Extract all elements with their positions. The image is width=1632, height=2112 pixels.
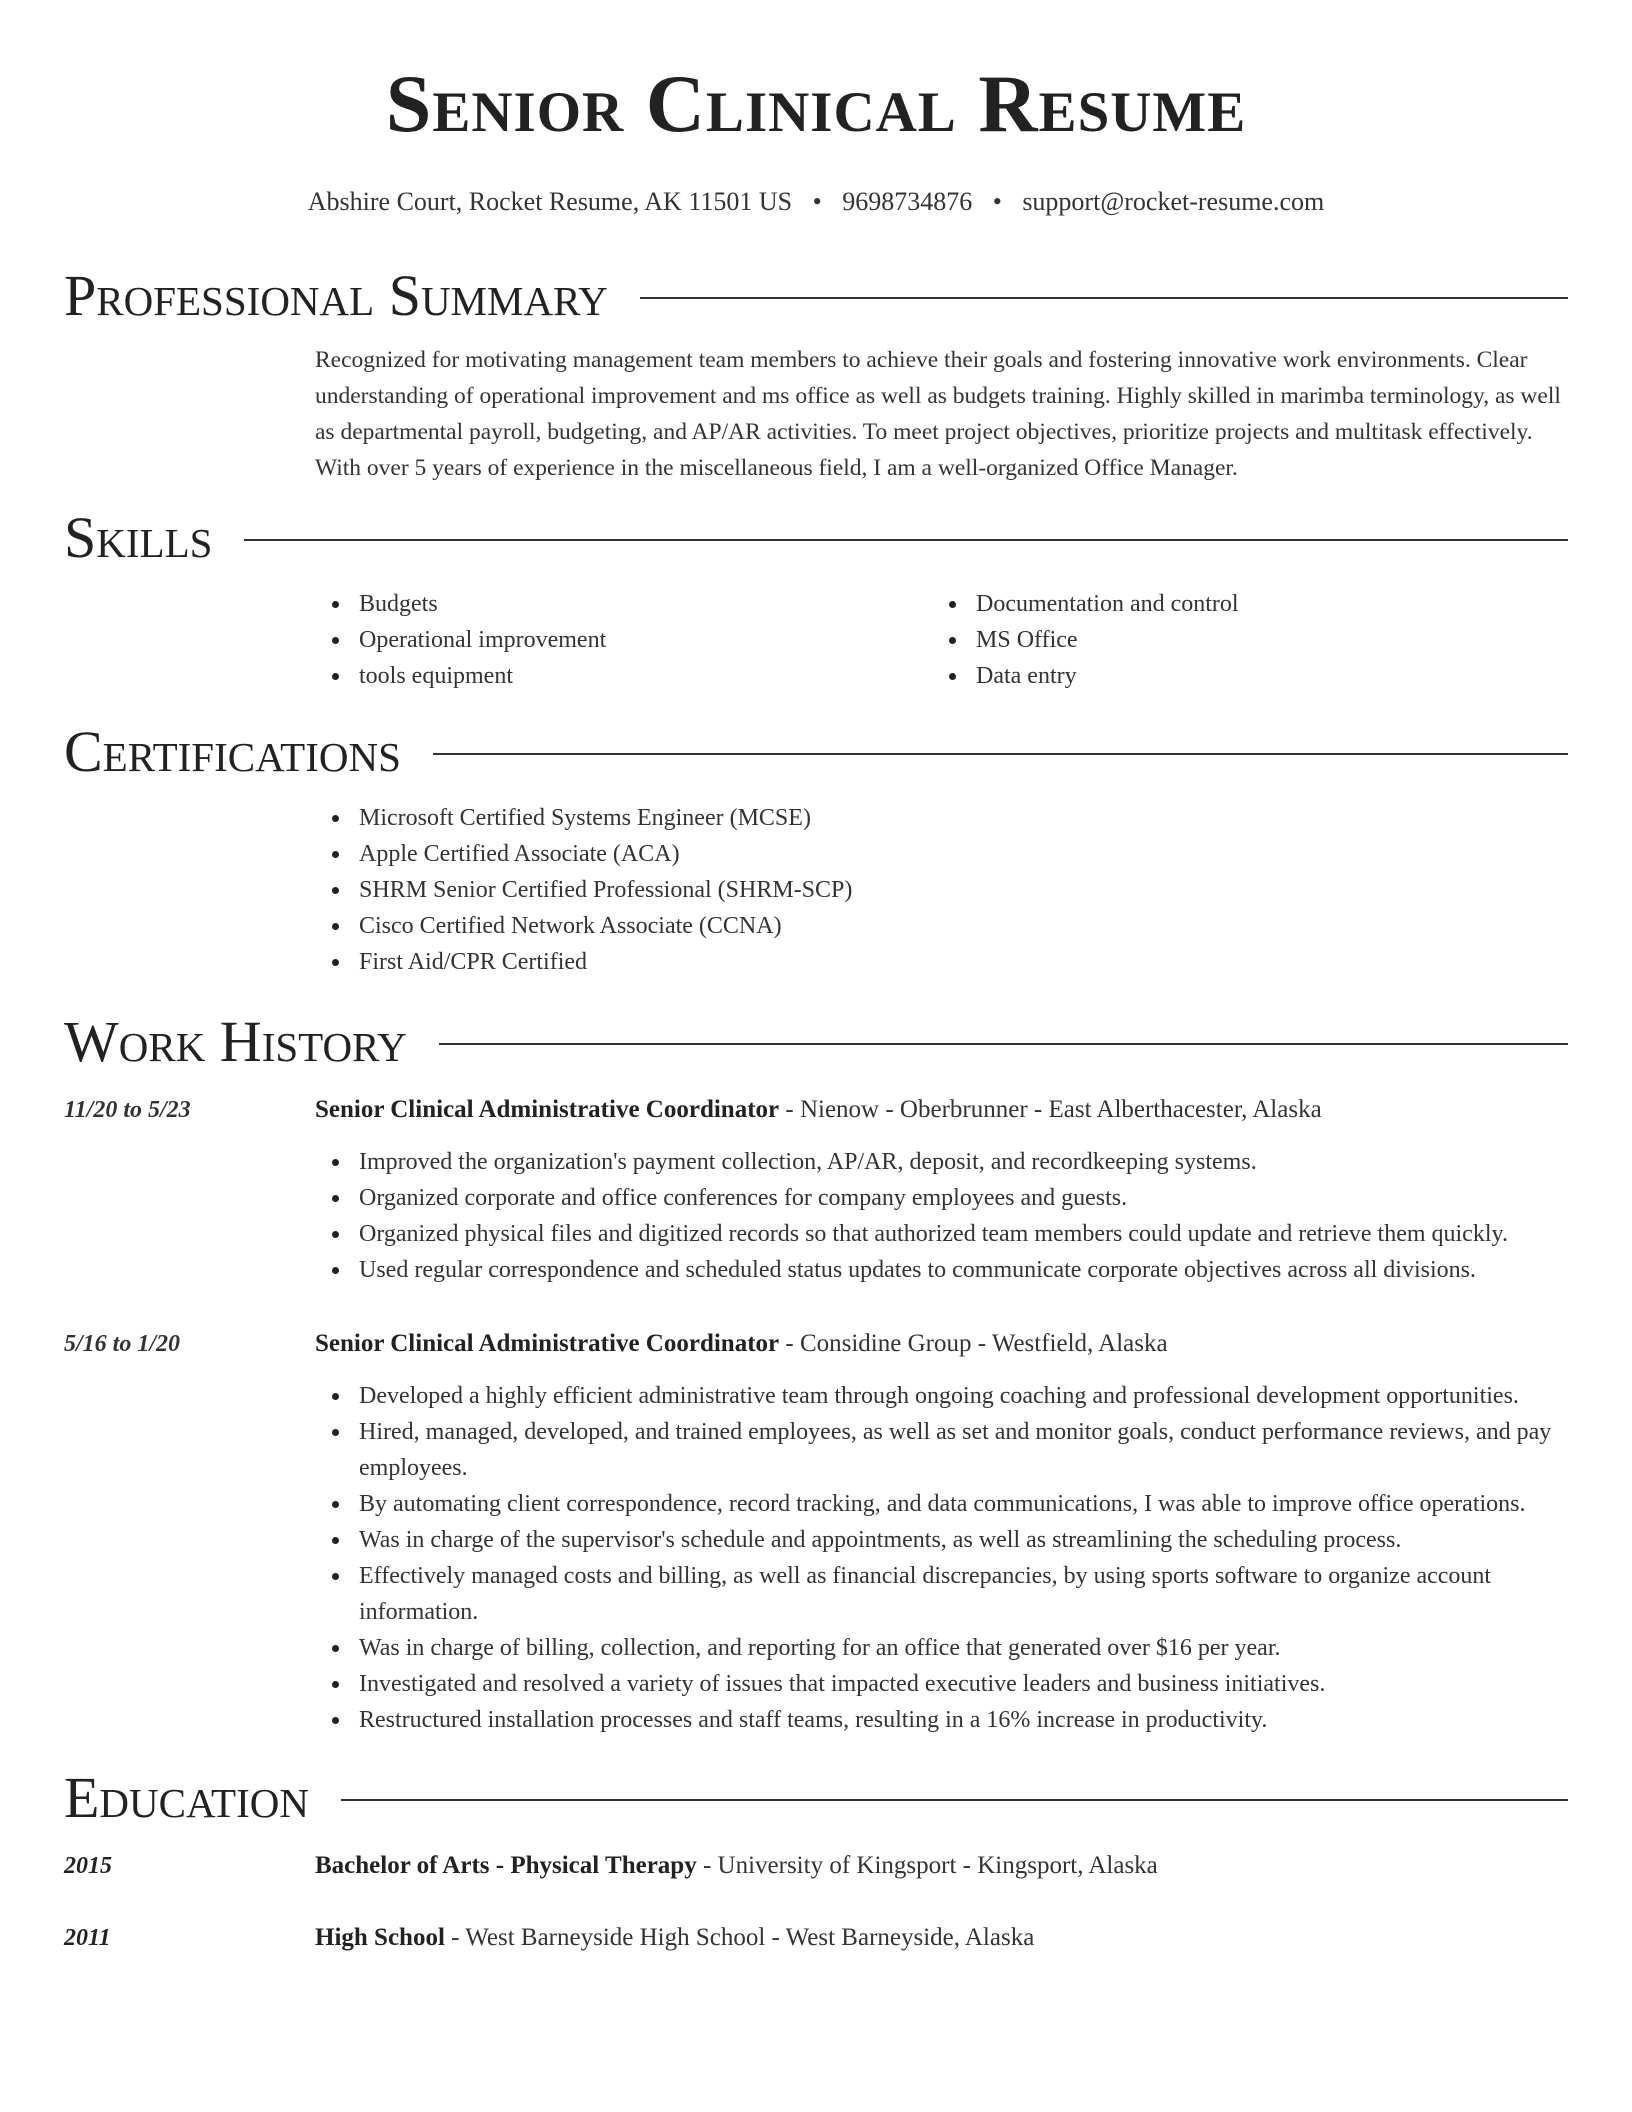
work-section-header bbox=[64, 1010, 1568, 1074]
responsibility-item: Organized corporate and office conferences for company employees and guests. bbox=[315, 1180, 1568, 1216]
section-divider bbox=[439, 1043, 1568, 1045]
summary-section bbox=[315, 342, 1568, 486]
summary-heading: Professional Summary bbox=[64, 263, 608, 328]
skill-item: Documentation and control bbox=[932, 586, 1549, 622]
job-role: Senior Clinical Administrative Coordinator bbox=[315, 1330, 780, 1357]
education-school: - West Barneyside High School - West Barneyside, Alaska bbox=[444, 1924, 1035, 1951]
summary-section-header bbox=[64, 264, 1568, 328]
job-header bbox=[315, 1092, 1568, 1128]
certification-item: Microsoft Certified Systems Engineer (MCSE) bbox=[315, 800, 1568, 836]
certifications-section bbox=[315, 800, 1568, 980]
certification-item: Apple Certified Associate (ACA) bbox=[315, 836, 1568, 872]
responsibility-item: Organized physical files and digitized records so that authorized team members could update and retrieve them quickly. bbox=[315, 1216, 1568, 1252]
certification-item: First Aid/CPR Certified bbox=[315, 944, 1568, 980]
education-degree: Bachelor of Arts - Physical Therapy bbox=[315, 1852, 697, 1879]
skills-list-right bbox=[932, 586, 1549, 694]
job-dates: 11/20 to 5/23 bbox=[64, 1097, 191, 1123]
responsibility-item: Effectively managed costs and billing, as well as financial discrepancies, by using sports software to organize account information. bbox=[315, 1558, 1568, 1630]
skills-list-left bbox=[315, 586, 932, 694]
summary-text: Recognized for motivating management team members to achieve their goals and fostering innovative work environments. Clear understanding of operational improvement and ms office as well as budgets training. Highly skilled in marimba terminology, as well as departmental payroll, budgeting, and AP/AR activities. To meet project objectives, prioritize projects and multitask effectively. With over 5 years of experience in the miscellaneous field, I am a well-organized Office Manager. bbox=[315, 347, 1561, 481]
job-detail bbox=[315, 1092, 1568, 1288]
job-organization: - Considine Group - Westfield, Alaska bbox=[779, 1330, 1168, 1357]
contact-separator: • bbox=[812, 187, 822, 216]
job-responsibilities bbox=[315, 1144, 1568, 1288]
job-entry bbox=[64, 1092, 1568, 1288]
job-header bbox=[315, 1326, 1568, 1362]
contact-phone: 9698734876 bbox=[842, 187, 973, 216]
skill-item: Data entry bbox=[932, 658, 1549, 694]
contact-separator: • bbox=[992, 187, 1002, 216]
responsibility-item: Developed a highly efficient administrative team through ongoing coaching and professional development opportunities. bbox=[315, 1378, 1568, 1414]
responsibility-item: Used regular correspondence and scheduled status updates to communicate corporate objectives across all divisions. bbox=[315, 1252, 1568, 1288]
responsibility-item: Restructured installation processes and staff teams, resulting in a 16% increase in productivity. bbox=[315, 1702, 1568, 1738]
education-entry bbox=[64, 1920, 1568, 1956]
education-heading: Education bbox=[64, 1765, 309, 1830]
skills-heading: Skills bbox=[64, 505, 213, 570]
education-degree: High School bbox=[315, 1924, 445, 1951]
section-divider bbox=[433, 753, 1568, 755]
education-year: 2011 bbox=[64, 1925, 111, 1951]
responsibility-item: Was in charge of billing, collection, and reporting for an office that generated over $16 per year. bbox=[315, 1630, 1568, 1666]
job-role: Senior Clinical Administrative Coordinator bbox=[315, 1096, 780, 1123]
responsibility-item: Was in charge of the supervisor's schedule and appointments, as well as streamlining the scheduling process. bbox=[315, 1522, 1568, 1558]
contact-email: support@rocket-resume.com bbox=[1022, 187, 1325, 216]
responsibility-item: Improved the organization's payment collection, AP/AR, deposit, and recordkeeping systems. bbox=[315, 1144, 1568, 1180]
education-year: 2015 bbox=[64, 1853, 112, 1879]
skill-item: MS Office bbox=[932, 622, 1549, 658]
responsibility-item: Hired, managed, developed, and trained employees, as well as set and monitor goals, conduct performance reviews, and pay employees. bbox=[315, 1414, 1568, 1486]
education-detail bbox=[315, 1848, 1158, 1884]
certifications-list bbox=[315, 800, 1568, 980]
certification-item: SHRM Senior Certified Professional (SHRM-SCP) bbox=[315, 872, 1568, 908]
education-school: - University of Kingsport - Kingsport, Alaska bbox=[696, 1852, 1158, 1879]
skills-grid bbox=[315, 586, 1568, 694]
skills-section bbox=[315, 586, 1568, 694]
education-section-header bbox=[64, 1766, 1568, 1830]
job-detail bbox=[315, 1326, 1568, 1738]
certifications-section-header bbox=[64, 720, 1568, 784]
job-organization: - Nienow - Oberbrunner - East Alberthacester, Alaska bbox=[779, 1096, 1322, 1123]
section-divider bbox=[341, 1799, 1568, 1801]
skills-section-header bbox=[64, 506, 1568, 570]
job-dates: 5/16 to 1/20 bbox=[64, 1331, 181, 1357]
contact-address: Abshire Court, Rocket Resume, AK 11501 US bbox=[307, 187, 793, 216]
responsibility-item: By automating client correspondence, record tracking, and data communications, I was able to improve office operations. bbox=[315, 1486, 1568, 1522]
education-entry bbox=[64, 1848, 1568, 1884]
contact-line bbox=[64, 186, 1568, 218]
education-detail bbox=[315, 1920, 1034, 1956]
resume-title: Senior Clinical Resume bbox=[385, 58, 1247, 149]
section-divider bbox=[640, 297, 1568, 299]
certifications-heading: Certifications bbox=[64, 719, 401, 784]
skill-item: tools equipment bbox=[315, 658, 932, 694]
work-heading: Work History bbox=[64, 1009, 407, 1074]
job-responsibilities bbox=[315, 1378, 1568, 1738]
section-divider bbox=[244, 539, 1568, 541]
responsibility-item: Investigated and resolved a variety of issues that impacted executive leaders and business initiatives. bbox=[315, 1666, 1568, 1702]
job-entry bbox=[64, 1326, 1568, 1738]
resume-page bbox=[64, 0, 1568, 1956]
skill-item: Operational improvement bbox=[315, 622, 932, 658]
skill-item: Budgets bbox=[315, 586, 932, 622]
certification-item: Cisco Certified Network Associate (CCNA) bbox=[315, 908, 1568, 944]
